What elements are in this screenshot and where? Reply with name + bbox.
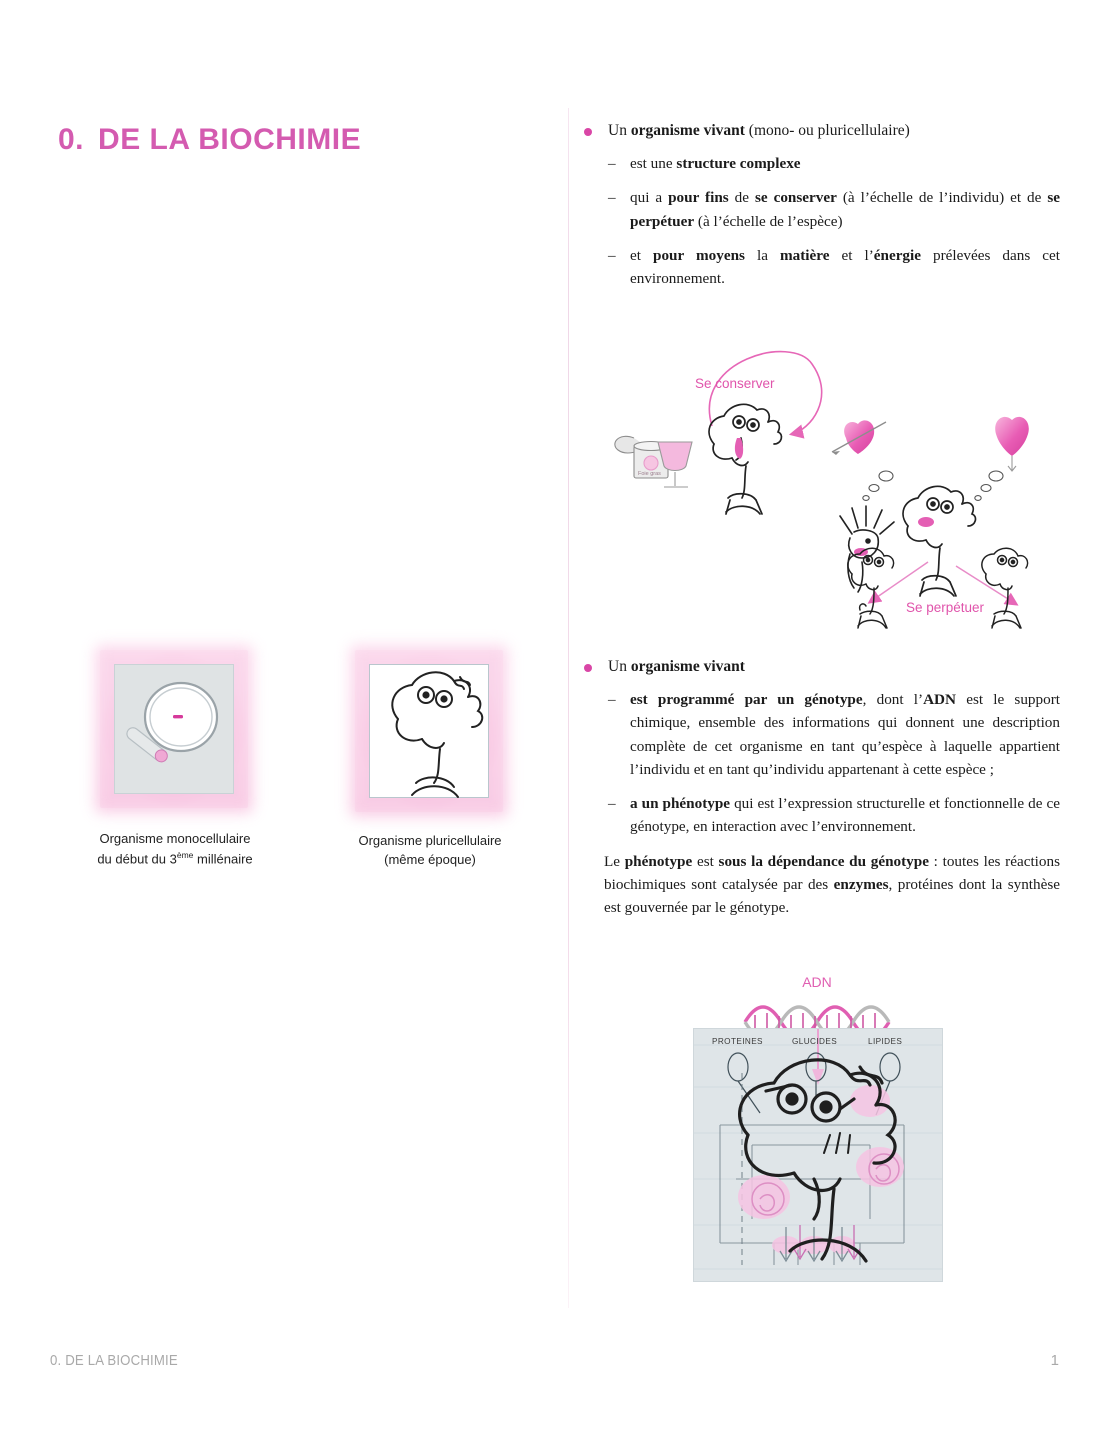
cartoon-child-right [982,548,1028,628]
footer-page-number: 1 [1050,1352,1059,1369]
column-divider [568,108,569,1308]
frame-inner-canvas [369,664,489,798]
bullet-lead-1 [582,120,1060,141]
dash-icon: – [608,794,616,812]
column-header-glucides: GLUCIDES [792,1037,838,1046]
caption-line-1: Organisme pluricellulaire [358,833,502,848]
column-header-lipides: LIPIDES [868,1037,903,1046]
list-item: – est une structure complexe [582,152,1060,175]
cartoon-man-eating [709,404,781,514]
cartoon-face-icon [370,665,488,797]
lead-text-2: Un organisme vivant [608,658,745,675]
metabolism-schematic-svg [694,1029,942,1281]
cartoon-man-right [903,486,975,596]
tongue [735,438,743,459]
lips [918,517,934,527]
list-item: – a un phénotype qui est l’expression structurelle et fonctionnelle de ce génotype, en interaction avec l’environnement. [582,792,1060,838]
figure-conserver-perpetuer [596,326,1074,615]
label-se-conserver: Se conserver [695,376,775,391]
paragraph-phenotype: Le phénotype est sous la dépendance du génotype : toutes les réactions biochimiques sont catalysée par des enzymes, protéines dont la synthèse est gouvernée par le génotype. [604,852,1061,917]
heart-icon [995,417,1029,471]
dash-icon: – [608,691,616,709]
wine-glass [658,442,692,487]
label-adn: ADN [802,974,832,990]
caption-line-2: (même époque) [384,851,476,867]
lead-text-1: Un organisme vivant (mono- ou pluricellulaire) [608,122,910,139]
caption-line-2: du début du 3ème millénaire [97,849,253,867]
bullet-lead-2 [582,656,1060,677]
diagram-box [693,1028,943,1282]
thought-bubbles-right [975,471,1003,500]
footer-chapter-label: 0. DE LA BIOCHIMIE [50,1352,178,1369]
dash-list-2 [582,688,1060,838]
list-item: – et pour moyens la matière et l’énergie prélevées dans cet environnement. [582,244,1060,290]
dash-list-1 [582,152,1060,289]
caption-organisme-monocellulaire [40,830,310,869]
dash-icon: – [608,189,616,207]
bullet-dot-icon [584,664,592,672]
figure-organisme-monocellulaire [100,650,248,808]
pink-frame [100,650,248,808]
thought-bubbles-left [863,471,893,500]
list-item: – est programmé par un génotype, dont l’ADN est le support chimique, ensemble des informations qui donnent une description complète de cet organisme en tant qu’espèce à laquelle appartient l’individu et en tant qu’individu appartenant à cette espèce ; [582,688,1060,780]
dash-icon: – [608,155,616,173]
caption-line-1: Organisme monocellulaire [99,831,251,846]
text-block-organisme-vivant-2 [582,656,1060,919]
page-title-number: 0. [58,123,85,156]
heart-with-arrow-icon [832,420,886,455]
figure-adn-diagram [693,974,941,1280]
page-title [58,123,361,157]
column-header-proteines: PROTEINES [712,1037,763,1046]
dash-icon: – [608,246,616,264]
page-title-text: DE LA BIOCHIMIE [98,123,362,156]
magnifying-glass-icon [115,665,233,793]
figure-conserver-perpetuer-svg [596,326,1074,615]
list-item: – qui a pour fins de se conserver (à l’échelle de l’individu) et de se perpétuer (à l’échelle de l’espèce) [582,186,1060,232]
label-se-perpetuer: Se perpétuer [906,600,985,615]
figure-organisme-pluricellulaire [355,650,503,812]
pink-frame [355,650,503,812]
caption-organisme-pluricellulaire [300,832,560,870]
text-block-organisme-vivant-1 [582,120,1060,290]
frame-inner-canvas [114,664,234,794]
svg-text:Foie gras: Foie gras [638,471,661,477]
bullet-dot-icon [584,128,592,136]
